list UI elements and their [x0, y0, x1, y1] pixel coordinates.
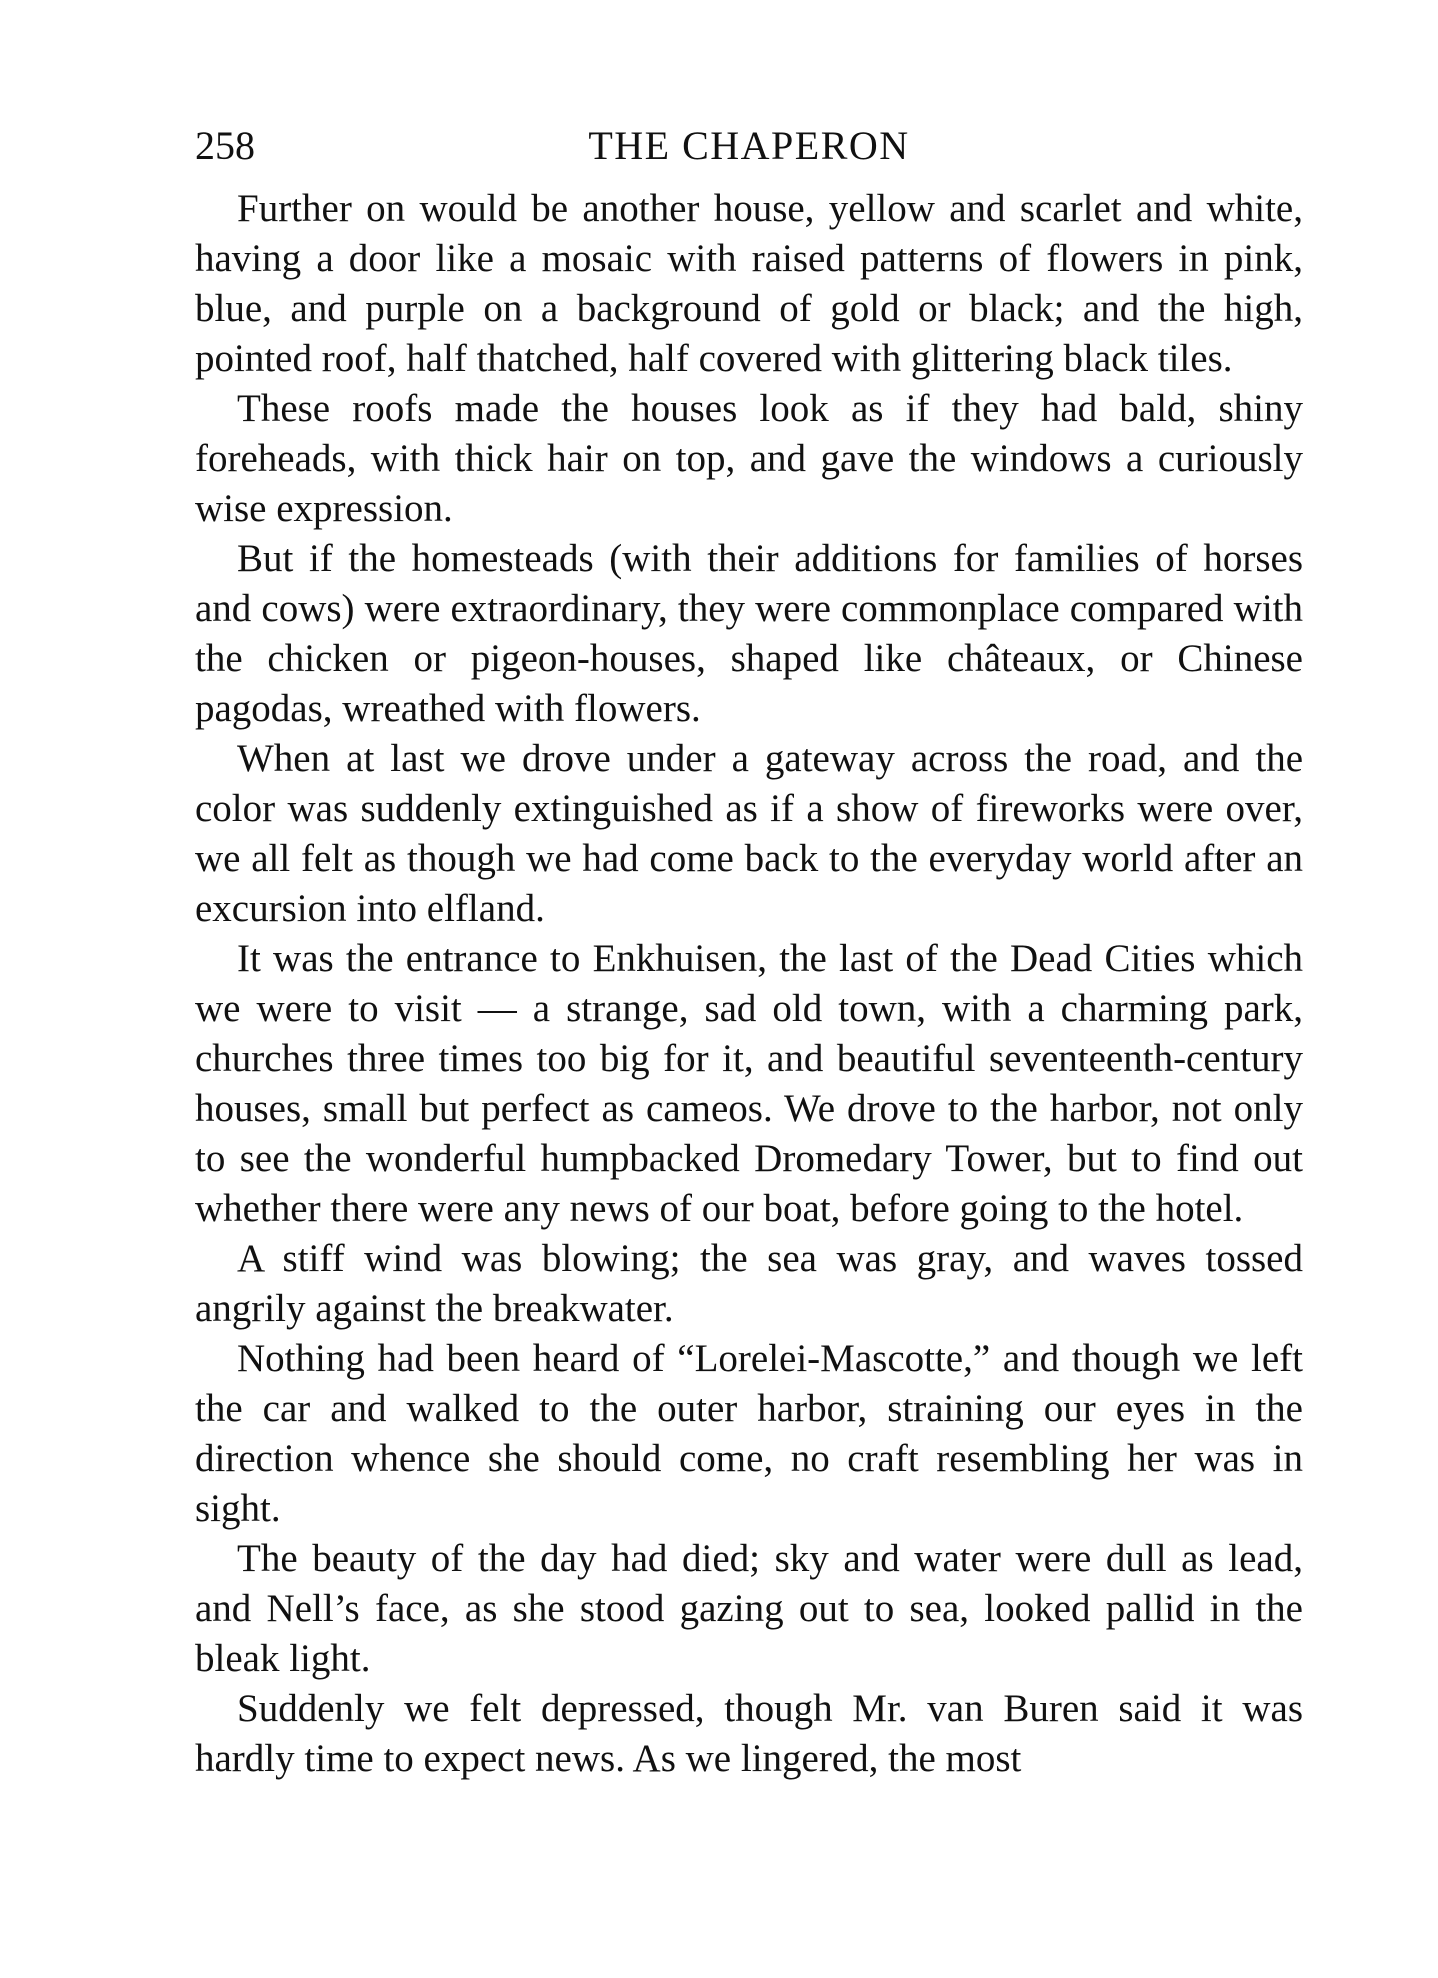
paragraph: Further on would be another house, yellow and scarlet and white, having a door like a mosaic with raised patterns of flowers in pink, blue, and purple on a background of gold or black; and the high, pointed roof, half thatched, half covered with glittering black tiles. — [195, 187, 1303, 380]
running-head — [195, 122, 1303, 178]
page-number: 258 — [195, 123, 255, 168]
paragraph: Suddenly we felt depressed, though Mr. van Buren said it was hardly time to expect news. As we lingered, the most — [195, 1687, 1303, 1780]
paragraph: When at last we drove under a gateway across the road, and the color was suddenly extinguished as if a show of fireworks were over, we all felt as though we had come back to the everyday world after an excursion into elfland. — [195, 737, 1303, 930]
paragraph: The beauty of the day had died; sky and water were dull as lead, and Nell’s face, as she stood gazing out to sea, looked pallid in the bleak light. — [195, 1537, 1303, 1680]
paragraph: Nothing had been heard of “Lorelei-Mascotte,” and though we left the car and walked to the outer harbor, straining our eyes in the direction whence she should come, no craft resembling her was in sight. — [195, 1337, 1303, 1530]
paragraph: It was the entrance to Enkhuisen, the last of the Dead Cities which we were to visit — a strange, sad old town, with a charming park, churches three times too big for it, and beautiful seventeenth-century houses, small but perfect as cameos. We drove to the harbor, not only to see the wonderful humpbacked Dromedary Tower, but to find out whether there were any news of our boat, before going to the hotel. — [195, 937, 1303, 1230]
book-page — [195, 122, 1303, 1784]
body-text — [195, 184, 1303, 1784]
paragraph: A stiff wind was blowing; the sea was gray, and waves tossed angrily against the breakwater. — [195, 1237, 1303, 1330]
paragraph: These roofs made the houses look as if they had bald, shiny foreheads, with thick hair on top, and gave the windows a curiously wise expression. — [195, 387, 1303, 530]
paragraph: But if the homesteads (with their additions for families of horses and cows) were extraordinary, they were commonplace compared with the chicken or pigeon-houses, shaped like châteaux, or Chinese pagodas, wreathed with flowers. — [195, 537, 1303, 730]
running-title: THE CHAPERON — [588, 123, 910, 168]
